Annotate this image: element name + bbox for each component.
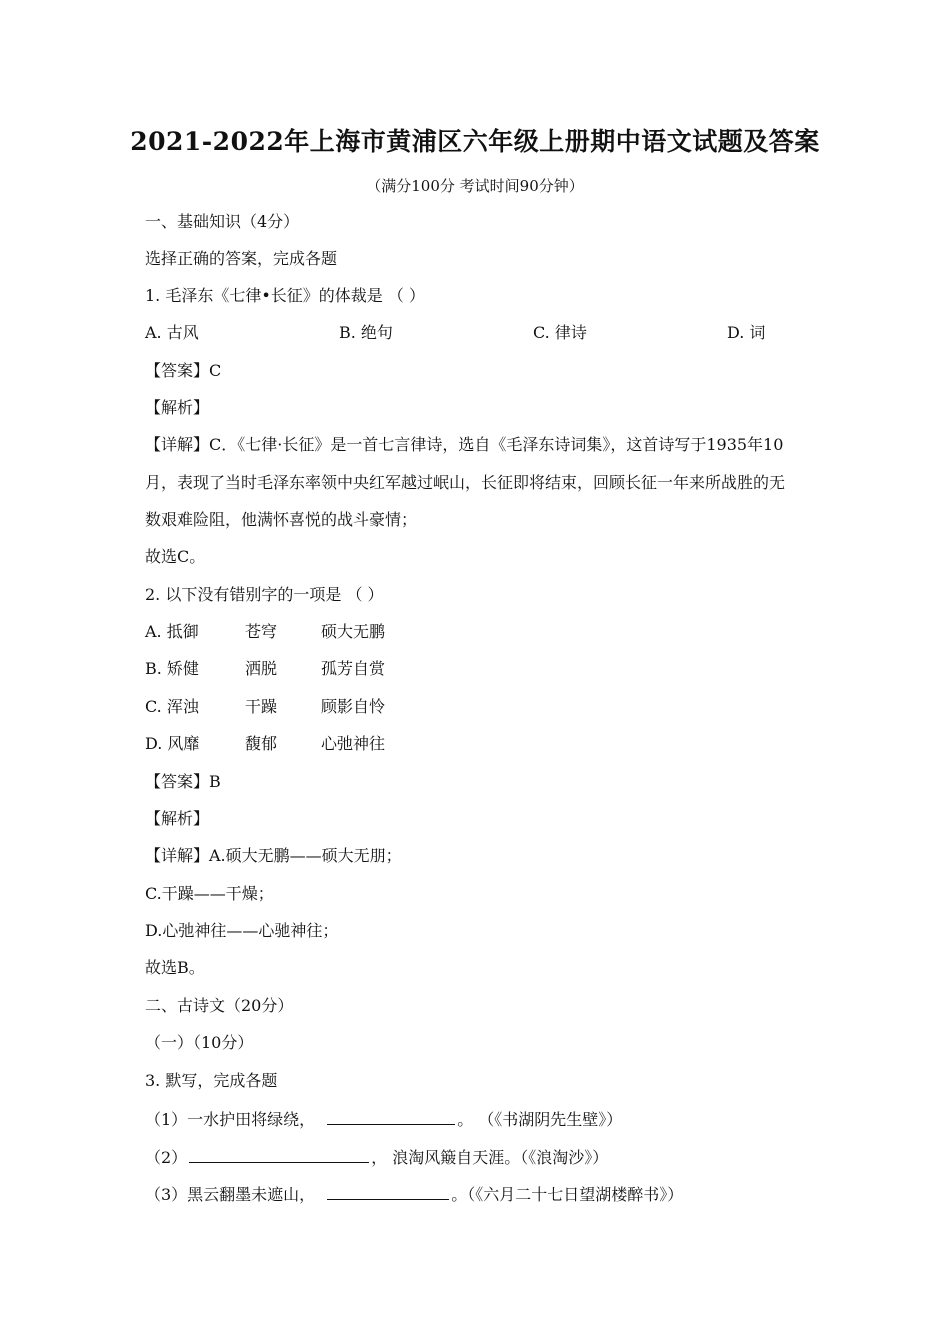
q2-option-b-word3: 孤芳自赏 xyxy=(321,659,386,678)
q3-item-2 xyxy=(145,1146,608,1168)
q2-option-c-word2: 干躁 xyxy=(245,697,278,716)
fill-in-blank[interactable] xyxy=(327,1108,455,1125)
page-title: 2021-2022年上海市黄浦区六年级上册期中语文试题及答案 xyxy=(130,127,820,156)
section-intro: 选择正确的答案，完成各题 xyxy=(145,249,338,268)
q3-item-prefix: （1）一水护田将绿绕， xyxy=(145,1110,316,1129)
q3-item-suffix: 。 （《书湖阴先生壁》） xyxy=(457,1110,623,1129)
q1-option-b: B. 绝句 xyxy=(339,323,393,342)
q1-option-c: C. 律诗 xyxy=(533,323,587,342)
q1-detail-line: 月，表现了当时毛泽东率领中央红军越过岷山，长征即将结束，回顾长征一年来所战胜的无 xyxy=(145,473,786,492)
q2-option-d-word3: 心弛神往 xyxy=(321,734,386,753)
section-heading-2: 二、古诗文（20分） xyxy=(145,996,294,1015)
fill-in-blank[interactable] xyxy=(327,1183,449,1200)
q2-answer: 【答案】B xyxy=(145,772,221,791)
q3-item-suffix: 。（《六月二十七日望湖楼醉书》） xyxy=(451,1185,684,1204)
q2-option-b-word1: B. 矫健 xyxy=(145,659,199,678)
q2-option-a-word3: 硕大无鹏 xyxy=(321,622,386,641)
q2-option-d-word2: 馥郁 xyxy=(245,734,278,753)
question-3-stem: 3. 默写，完成各题 xyxy=(145,1071,278,1090)
q3-item-prefix: （3）黑云翻墨未遮山， xyxy=(145,1185,316,1204)
q1-conclusion: 故选C。 xyxy=(145,547,206,566)
question-1-stem: 1. 毛泽东《七律•长征》的体裁是 （ ） xyxy=(145,286,425,305)
q1-option-a: A. 古风 xyxy=(145,323,199,342)
section-heading-1: 一、基础知识（4分） xyxy=(145,212,300,231)
q2-option-c-word3: 顾影自怜 xyxy=(321,697,386,716)
q1-detail-line: 数艰难险阻，他满怀喜悦的战斗豪情； xyxy=(145,510,418,529)
q2-analysis-label: 【解析】 xyxy=(145,809,210,828)
q1-detail-line: 【详解】C．《七律·长征》是一首七言律诗，选自《毛泽东诗词集》，这首诗写于1935年10 xyxy=(145,435,784,454)
page-subtitle: （满分100分 考试时间90分钟） xyxy=(366,177,584,195)
q2-detail-line: C.干躁——干燥； xyxy=(145,884,274,903)
q2-option-a-word2: 苍穹 xyxy=(245,622,278,641)
q1-answer: 【答案】C xyxy=(145,361,222,380)
q2-option-c-word1: C. 浑浊 xyxy=(145,697,199,716)
question-2-stem: 2. 以下没有错别字的一项是 （ ） xyxy=(145,585,384,604)
q2-conclusion: 故选B。 xyxy=(145,958,205,977)
q3-item-3 xyxy=(145,1183,683,1205)
q3-item-prefix: （2） xyxy=(145,1148,188,1167)
fill-in-blank[interactable] xyxy=(189,1146,369,1163)
q3-item-1 xyxy=(145,1108,622,1130)
q3-item-suffix: ， 浪淘风簸自天涯。（《浪淘沙》） xyxy=(371,1148,609,1167)
q2-detail-line: D.心弛神往——心驰神往； xyxy=(145,921,339,940)
section-subheading: （一）（10分） xyxy=(145,1033,254,1052)
q2-option-d-word1: D. 风靡 xyxy=(145,734,200,753)
q2-detail-line: 【详解】A.硕大无鹏——硕大无朋； xyxy=(145,846,402,865)
q1-analysis-label: 【解析】 xyxy=(145,398,210,417)
q1-option-d: D. 词 xyxy=(727,323,766,342)
q2-option-b-word2: 洒脱 xyxy=(245,659,278,678)
q2-option-a-word1: A. 抵御 xyxy=(145,622,199,641)
